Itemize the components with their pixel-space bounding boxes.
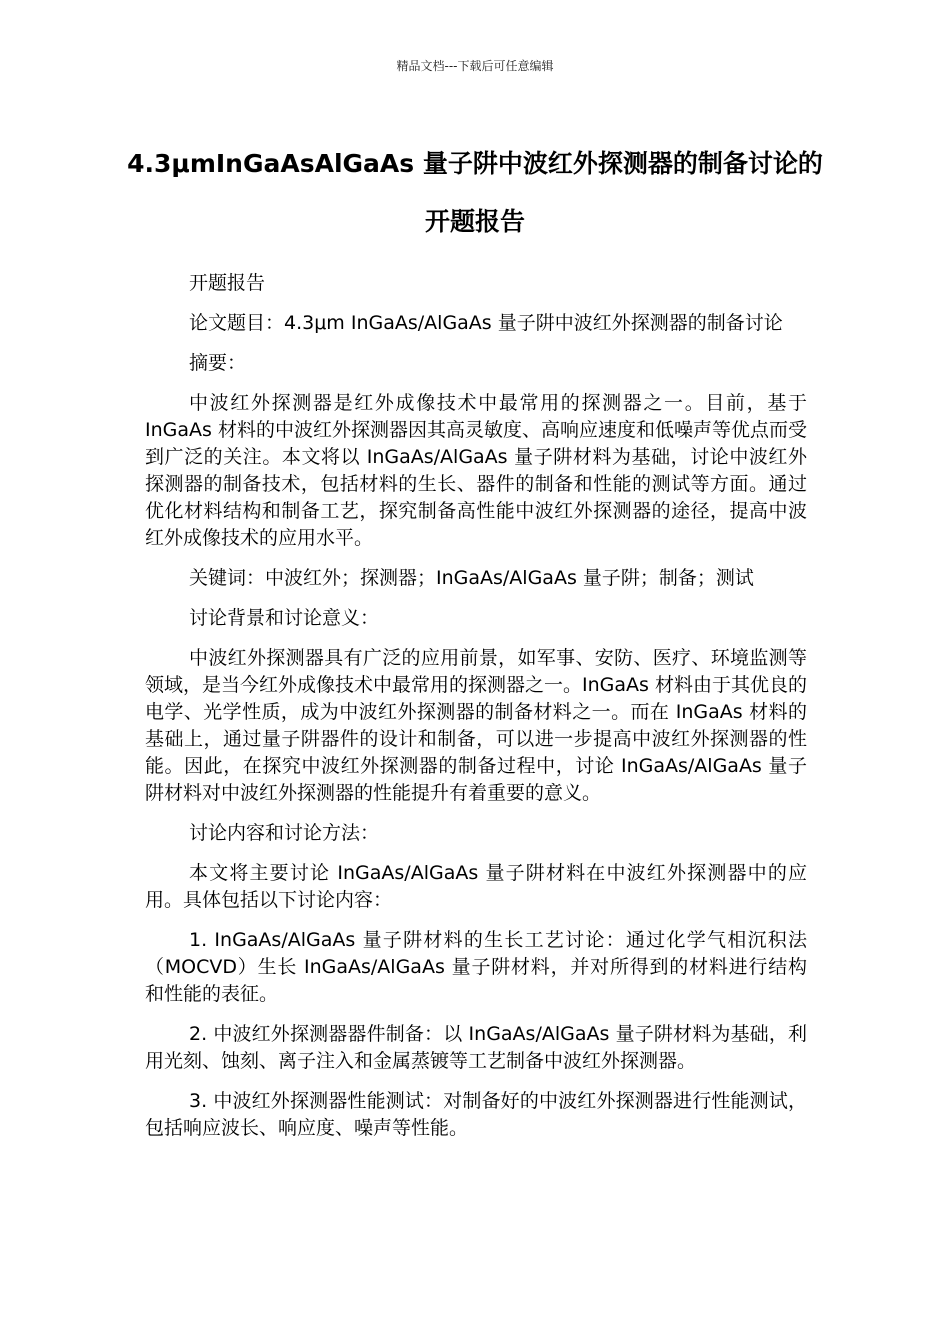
section-label-proposal: 开题报告 — [189, 272, 266, 294]
thesis-topic: 论文题目：4.3μm InGaAs/AlGaAs 量子阱中波红外探测器的制备讨论 — [189, 312, 783, 334]
list-item-1: 1. InGaAs/AlGaAs 量子阱材料的生长工艺讨论：通过化学气相沉积法（MOCVD）生长 InGaAs/AlGaAs 量子阱材料，并对所得到的材料进行结构和性能的表征。 — [145, 929, 807, 1005]
abstract-paragraph: 中波红外探测器是红外成像技术中最常用的探测器之一。目前，基于 InGaAs 材料的中波红外探测器因其高灵敏度、高响应速度和低噪声等优点而受到广泛的关注。本文将以 InGaAs/AlGaAs 量子阱材料为基础，讨论中波红外探测器的制备技术，包括材料的生长、器件的制备和性能的测试等方面。通过优化材料结构和制备工艺，探究制备高性能中波红外探测器的途径，提高中波红外成像技术的应用水平。 — [145, 392, 807, 549]
methods-heading: 讨论内容和讨论方法： — [189, 822, 380, 844]
background-paragraph: 中波红外探测器具有广泛的应用前景，如军事、安防、医疗、环境监测等领域，是当今红外成像技术中最常用的探测器之一。InGaAs 材料由于其优良的电学、光学性质，成为中波红外探测器的制备材料之一。而在 InGaAs 材料的基础上，通过量子阱器件的设计和制备，可以进一步提高中波红外探测器的性能。因此，在探究中波红外探测器的制备过程中，讨论 InGaAs/AlGaAs 量子阱材料对中波红外探测器的性能提升有着重要的意义。 — [145, 647, 807, 804]
document-title: 4.3μmInGaAsAlGaAs 量子阱中波红外探测器的制备讨论的开题报告 — [127, 149, 823, 236]
methods-intro: 本文将主要讨论 InGaAs/AlGaAs 量子阱材料在中波红外探测器中的应用。具体包括以下讨论内容： — [145, 862, 807, 911]
keywords: 关键词：中波红外；探测器；InGaAs/AlGaAs 量子阱；制备；测试 — [189, 567, 754, 589]
list-item-3: 3. 中波红外探测器性能测试：对制备好的中波红外探测器进行性能测试，包括响应波长、响应度、噪声等性能。 — [145, 1090, 807, 1139]
list-item-2: 2. 中波红外探测器器件制备：以 InGaAs/AlGaAs 量子阱材料为基础，利用光刻、蚀刻、离子注入和金属蒸镀等工艺制备中波红外探测器。 — [145, 1023, 807, 1072]
abstract-heading: 摘要： — [189, 352, 247, 374]
document-body — [145, 270, 807, 1155]
background-heading: 讨论背景和讨论意义： — [189, 607, 380, 629]
header-note: 精品文档---下载后可任意编辑 — [396, 59, 554, 73]
